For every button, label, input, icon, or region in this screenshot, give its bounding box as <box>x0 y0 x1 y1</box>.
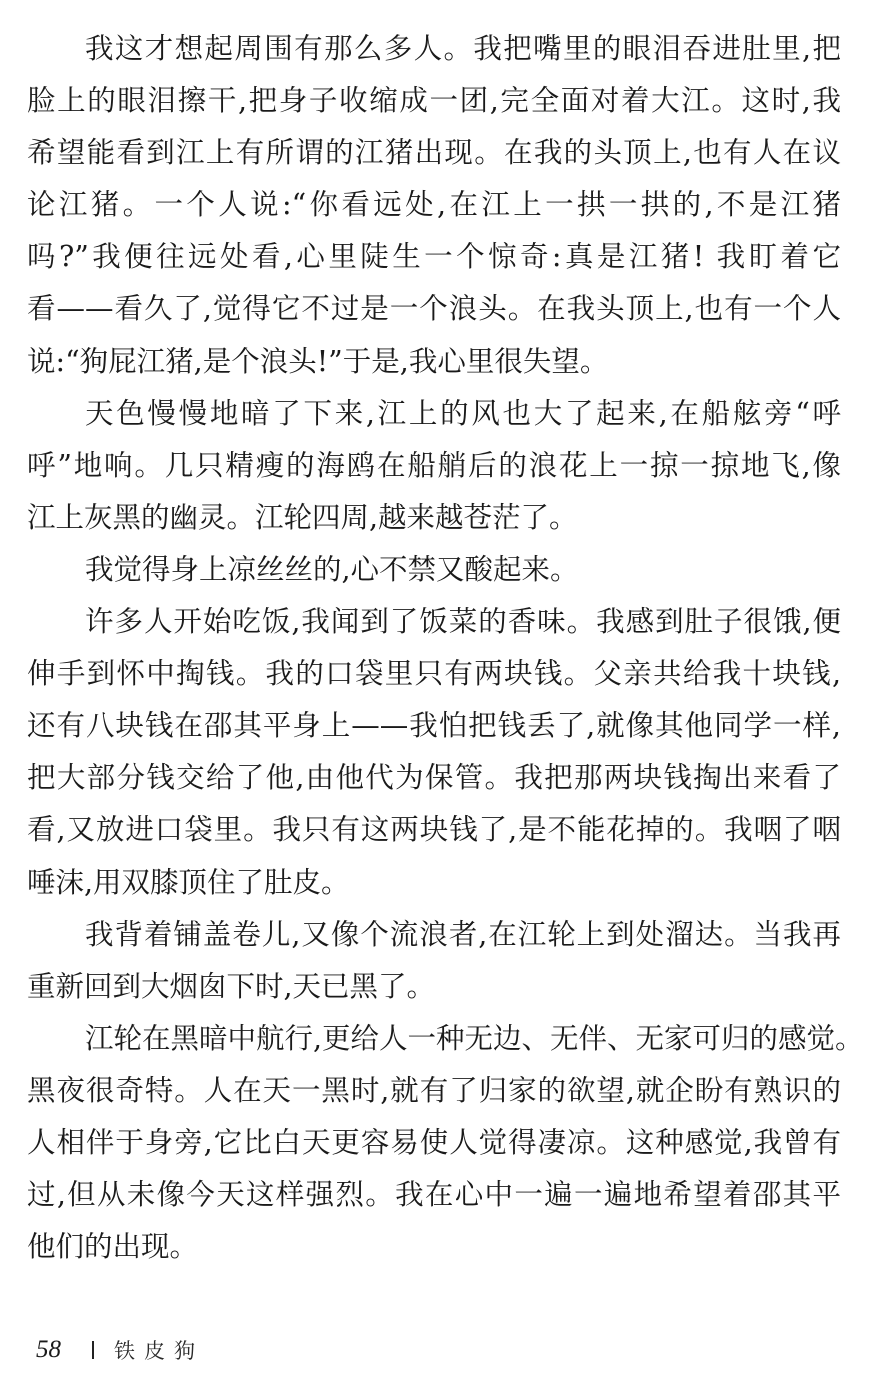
text-line: 我这才想起周围有那么多人。我把嘴里的眼泪吞进肚里,把 <box>85 32 841 65</box>
paragraph-2 <box>27 388 841 544</box>
text-line: 天色慢慢地暗了下来,江上的风也大了起来,在船舷旁“呼 <box>85 396 841 430</box>
paragraph-3 <box>27 544 841 596</box>
text-line: 我觉得身上凉丝丝的,心不禁又酸起来。 <box>85 552 579 586</box>
text-line: 许多人开始吃饭,我闻到了饭菜的香味。我感到肚子很饿,便 <box>85 605 841 639</box>
book-title: 铁皮狗 <box>114 1339 204 1363</box>
text-line: 江上灰黑的幽灵。江轮四周,越来越苍茫了。 <box>27 500 578 534</box>
footer-divider <box>92 1341 94 1359</box>
text-line: 唾沫,用双膝顶住了肚皮。 <box>27 865 350 899</box>
text-line: 吗?”我便往远处看,心里陡生一个惊奇:真是江猪! 我盯着它 <box>27 240 841 274</box>
paragraph-5 <box>27 909 841 1013</box>
paragraph-1 <box>27 23 841 388</box>
text-line: 重新回到大烟囱下时,天已黑了。 <box>27 969 436 1003</box>
text-line: 看——看久了,觉得它不过是一个浪头。在我头顶上,也有一个人 <box>27 292 841 326</box>
page-body <box>27 23 864 1273</box>
text-line: 他们的出现。 <box>27 1230 199 1264</box>
text-line: 希望能看到江上有所谓的江猪出现。在我的头顶上,也有人在议 <box>27 136 841 170</box>
text-line: 脸上的眼泪擦干,把身子收缩成一团,完全面对着大江。这时,我 <box>27 84 841 118</box>
text-line: 说:“狗屁江猪,是个浪头!”于是,我心里很失望。 <box>27 344 609 378</box>
text-line: 江轮在黑暗中航行,更给人一种无边、无伴、无家可归的感觉。 <box>85 1021 864 1055</box>
text-line: 把大部分钱交给了他,由他代为保管。我把那两块钱掏出来看了 <box>27 761 841 795</box>
paragraph-4 <box>27 596 841 909</box>
text-line: 人相伴于身旁,它比白天更容易使人觉得凄凉。这种感觉,我曾有 <box>27 1125 841 1159</box>
text-line: 论江猪。一个人说:“你看远处,在江上一拱一拱的,不是江猪 <box>27 188 841 222</box>
paragraph-6 <box>27 1013 864 1273</box>
text-line: 看,又放进口袋里。我只有这两块钱了,是不能花掉的。我咽了咽 <box>27 813 841 847</box>
page-footer <box>36 1330 204 1370</box>
text-line: 呼”地响。几只精瘦的海鸥在船艄后的浪花上一掠一掠地飞,像 <box>27 448 841 482</box>
text-line: 还有八块钱在邵其平身上——我怕把钱丢了,就像其他同学一样, <box>27 709 841 743</box>
text-line: 伸手到怀中掏钱。我的口袋里只有两块钱。父亲共给我十块钱, <box>27 657 841 691</box>
text-line: 我背着铺盖卷儿,又像个流浪者,在江轮上到处溜达。当我再 <box>85 917 841 951</box>
text-line: 过,但从未像今天这样强烈。我在心中一遍一遍地希望着邵其平 <box>27 1178 841 1212</box>
text-line: 黑夜很奇特。人在天一黑时,就有了归家的欲望,就企盼有熟识的 <box>27 1073 841 1107</box>
page-number: 58 <box>36 1336 61 1363</box>
